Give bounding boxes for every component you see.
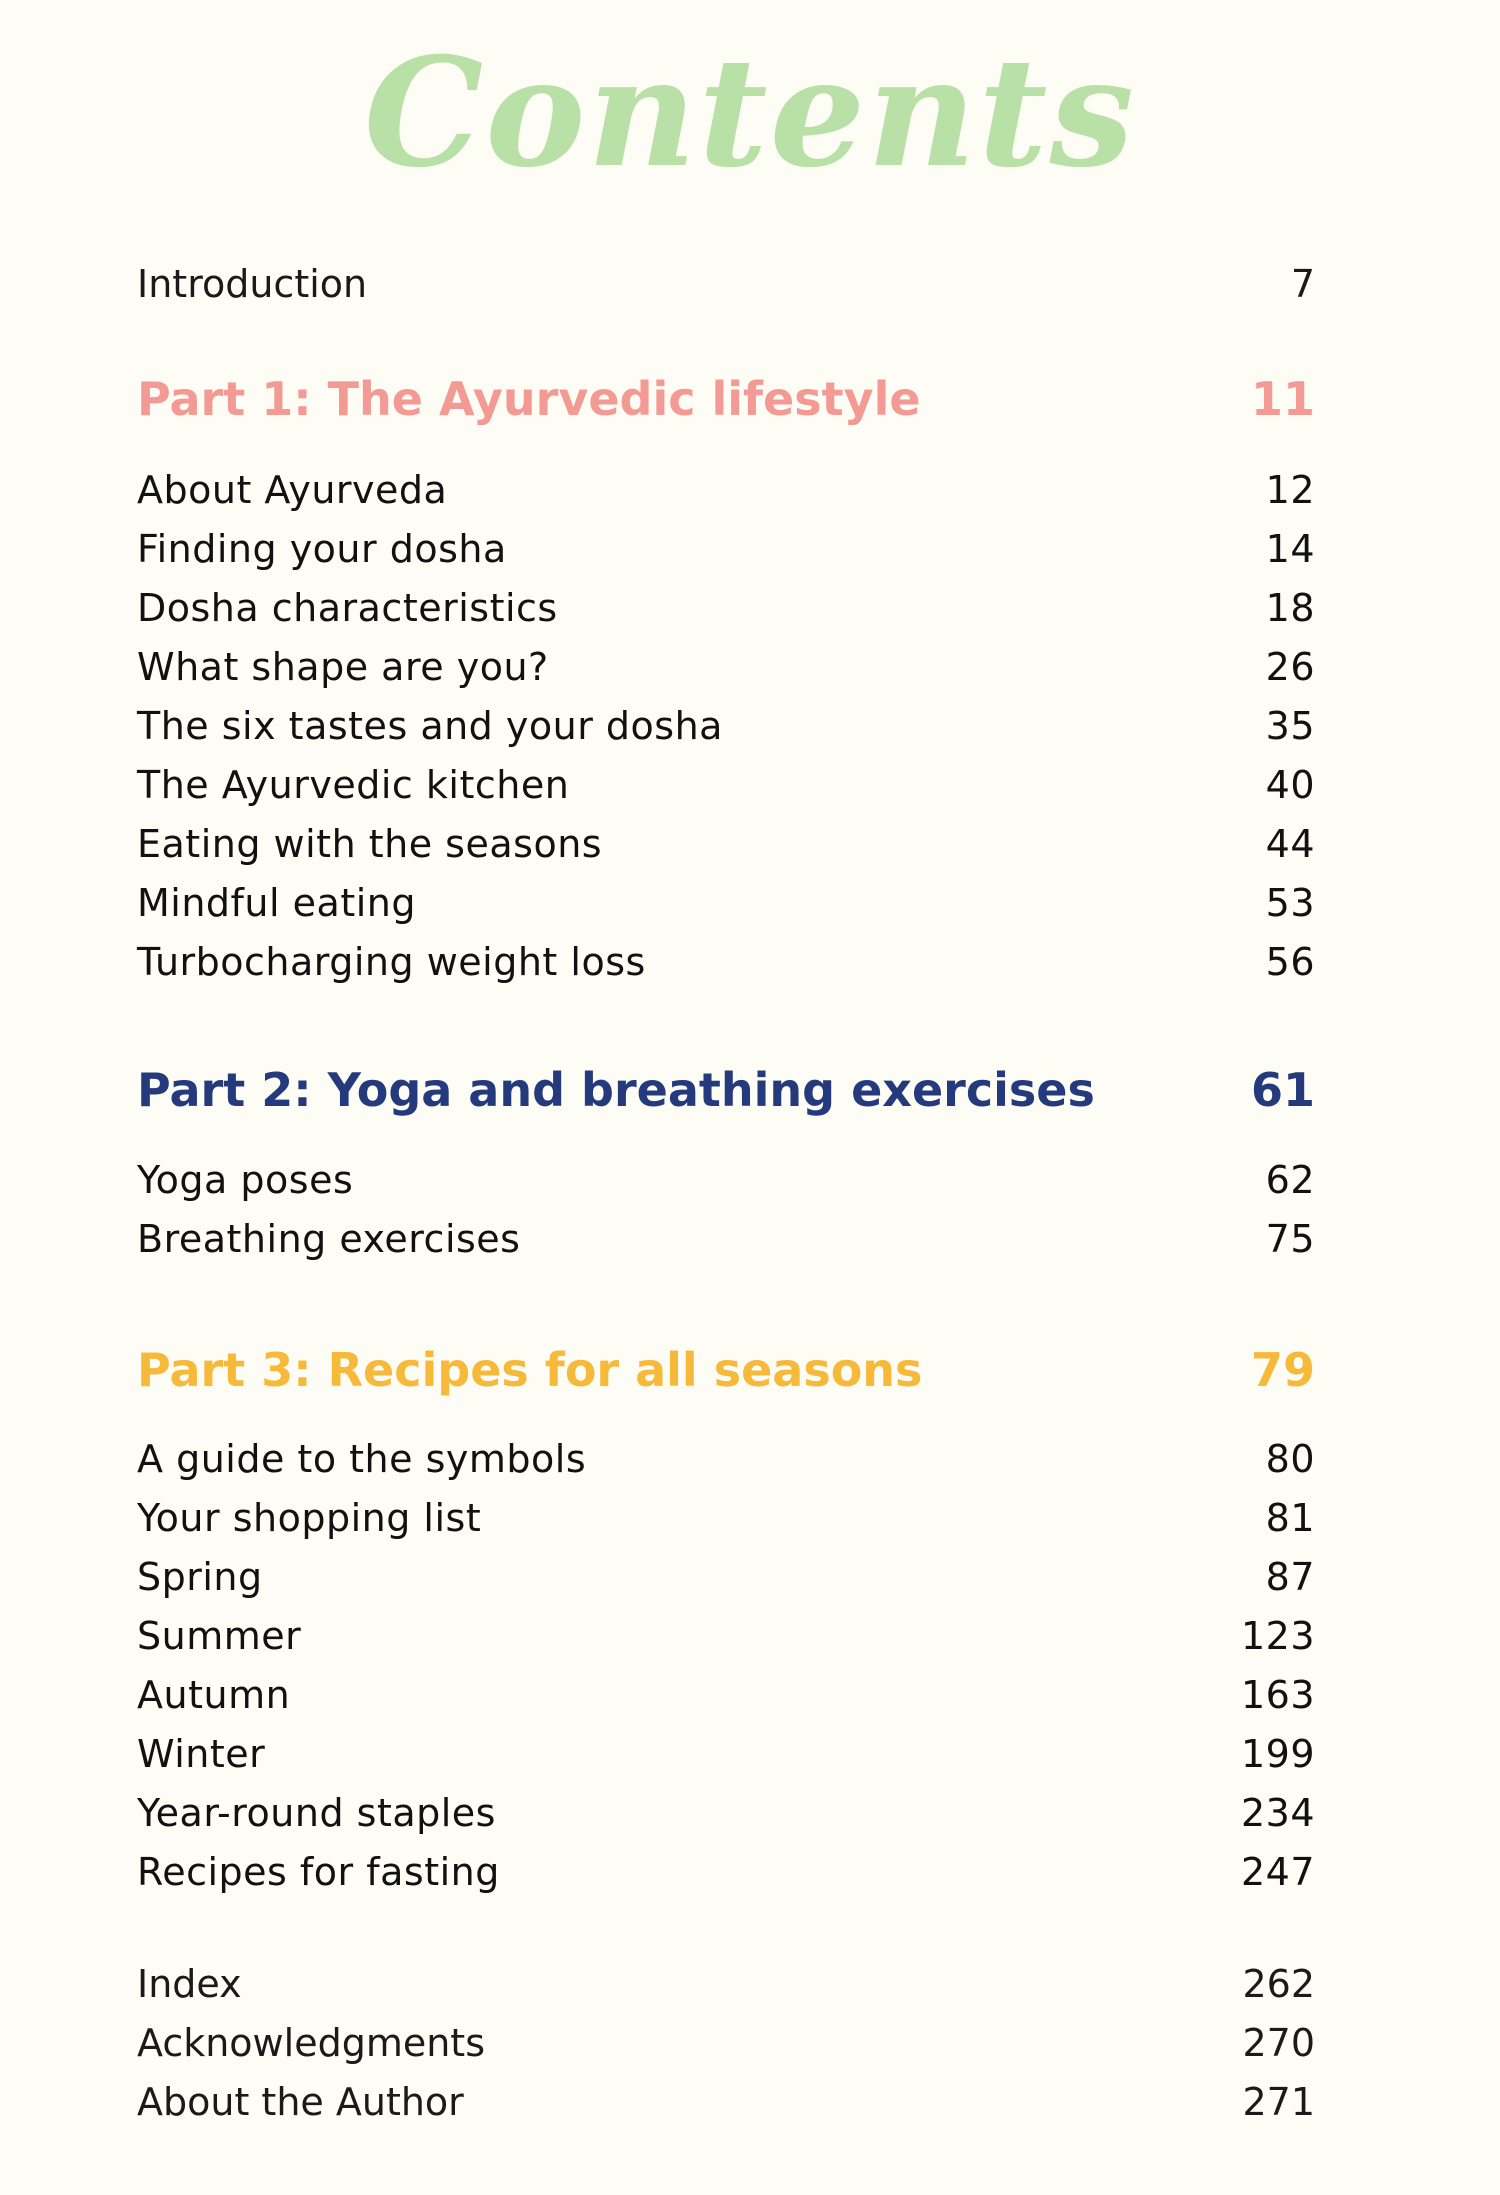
toc-entry-label: The six tastes and your dosha [137,704,723,748]
toc-entry-label: Index [137,1962,242,2006]
toc-entry-about-the-author[interactable] [137,2080,1315,2124]
part-2-heading[interactable] [137,1063,1315,1117]
toc-entry-label: Summer [137,1614,302,1658]
toc-entry[interactable] [137,940,1315,984]
toc-entry-label: Autumn [137,1673,291,1717]
toc-entry-acknowledgments[interactable] [137,2021,1315,2065]
toc-entry-label: Dosha characteristics [137,586,558,630]
part-1-title: Part 1: The Ayurvedic lifestyle [137,372,921,426]
toc-entry-label: Finding your dosha [137,527,507,571]
part-2-title: Part 2: Yoga and breathing exercises [137,1063,1095,1117]
toc-entry-page: 53 [1265,881,1315,925]
toc-entry-index[interactable] [137,1962,1315,2006]
part-1-page: 11 [1250,372,1315,426]
toc-entry-page: 18 [1265,586,1315,630]
toc-entry[interactable] [137,1555,1315,1599]
toc-entry-page: 56 [1265,940,1315,984]
part-1-heading[interactable] [137,372,1315,426]
toc-entry[interactable] [137,527,1315,571]
toc-entry-page: 80 [1265,1437,1315,1481]
toc-entry-page: 7 [1290,262,1315,306]
toc-entry[interactable] [137,704,1315,748]
toc-entry-page: 87 [1265,1555,1315,1599]
toc-entry-label: Recipes for fasting [137,1850,500,1894]
toc-entry-label: Mindful eating [137,881,416,925]
toc-entry[interactable] [137,763,1315,807]
toc-entry[interactable] [137,586,1315,630]
toc-entry-page: 75 [1265,1217,1315,1261]
toc-entry[interactable] [137,1791,1315,1835]
toc-entry[interactable] [137,1158,1315,1202]
toc-entry-page: 14 [1265,527,1315,571]
toc-entry-label: Your shopping list [137,1496,482,1540]
toc-entry[interactable] [137,822,1315,866]
toc-entry[interactable] [137,1614,1315,1658]
toc-entry-page: 12 [1265,468,1315,512]
toc-entry[interactable] [137,1850,1315,1894]
toc-entry-page: 199 [1240,1732,1315,1776]
toc-entry-page: 26 [1265,645,1315,689]
toc-entry-page: 123 [1240,1614,1315,1658]
toc-entry[interactable] [137,468,1315,512]
toc-entry-label: Turbocharging weight loss [137,940,646,984]
part-3-heading[interactable] [137,1343,1315,1397]
page-title: Contents [363,25,1136,201]
toc-entry-page: 40 [1265,763,1315,807]
toc-entry-page: 247 [1240,1850,1315,1894]
toc-entry[interactable] [137,1673,1315,1717]
toc-entry-page: 163 [1240,1673,1315,1717]
toc-entry-label: The Ayurvedic kitchen [137,763,570,807]
toc-entry-page: 44 [1265,822,1315,866]
toc-entry-page: 270 [1242,2021,1315,2065]
toc-entry[interactable] [137,645,1315,689]
toc-entry-page: 262 [1242,1962,1315,2006]
toc-entry-page: 62 [1265,1158,1315,1202]
toc-entry-page: 271 [1242,2080,1315,2124]
toc-entry-label: Introduction [137,262,368,306]
toc-entry[interactable] [137,1437,1315,1481]
toc-entry-label: What shape are you? [137,645,549,689]
part-3-title: Part 3: Recipes for all seasons [137,1343,923,1397]
toc-entry-page: 35 [1265,704,1315,748]
toc-entry-label: A guide to the symbols [137,1437,587,1481]
toc-entry-label: Spring [137,1555,263,1599]
toc-entry[interactable] [137,881,1315,925]
toc-entry-introduction[interactable] [137,262,1315,306]
toc-entry-label: Breathing exercises [137,1217,521,1261]
toc-entry[interactable] [137,1496,1315,1540]
toc-entry-page: 234 [1240,1791,1315,1835]
toc-entry-label: Eating with the seasons [137,822,603,866]
part-2-page: 61 [1250,1063,1315,1117]
toc-entry-label: Winter [137,1732,266,1776]
toc-entry[interactable] [137,1217,1315,1261]
toc-entry-label: Acknowledgments [137,2021,485,2065]
part-3-page: 79 [1250,1343,1315,1397]
toc-entry-page: 81 [1265,1496,1315,1540]
toc-entry[interactable] [137,1732,1315,1776]
toc-entry-label: Yoga poses [137,1158,354,1202]
toc-entry-label: About the Author [137,2080,464,2124]
toc-entry-label: Year-round staples [137,1791,496,1835]
toc-entry-label: About Ayurveda [137,468,448,512]
